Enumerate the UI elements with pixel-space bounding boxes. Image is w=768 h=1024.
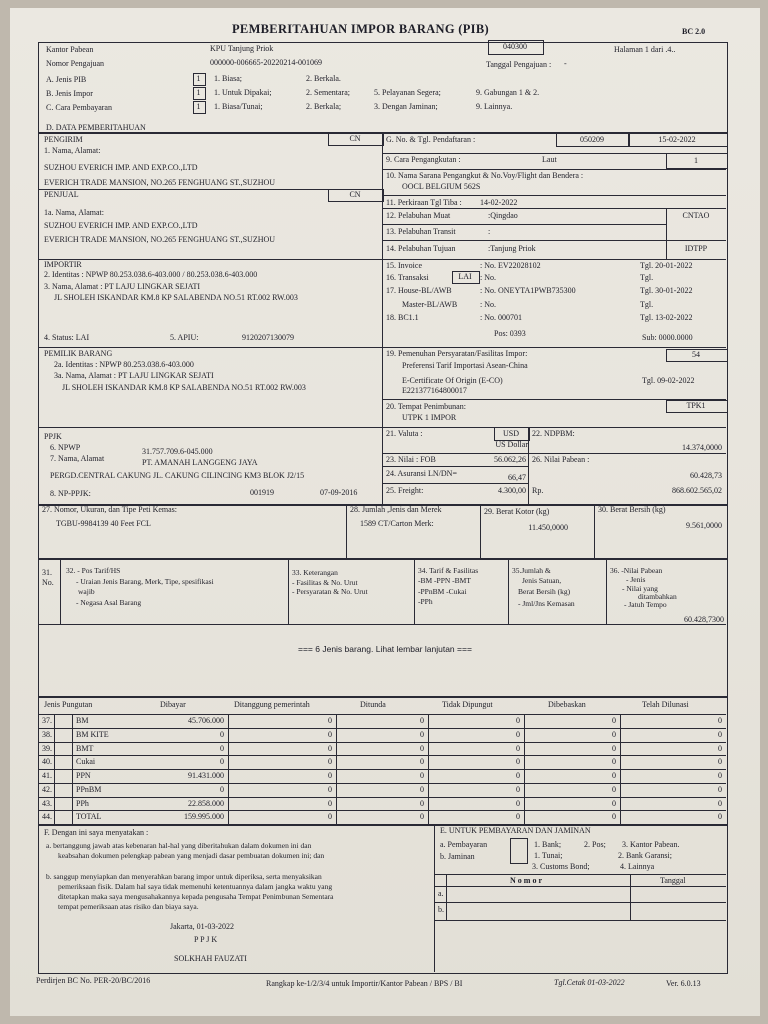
- goods-col-ket: - Fasilitas & No. Urut: [292, 578, 358, 587]
- tax-cell: 0: [516, 771, 520, 780]
- tax-cell: 45.706.000: [188, 716, 224, 725]
- f19-code: 54: [692, 350, 700, 359]
- tax-header: Dibayar: [160, 700, 186, 709]
- pengirim-label: PENGIRIM: [44, 135, 83, 144]
- cara-bayar-label: C. Cara Pembayaran: [46, 103, 112, 112]
- f13-label: 13. Pelabuhan Transit: [386, 227, 456, 236]
- f17-value: : No. ONEYTA1PWB735300: [480, 286, 576, 295]
- tax-row-no: 41.: [42, 771, 52, 780]
- f11-label: 11. Perkiraan Tgl Tiba :: [386, 198, 462, 207]
- f24-label: 24. Asuransi LN/DN=: [386, 469, 457, 478]
- tax-header: Ditunda: [360, 700, 386, 709]
- f17-tgl: Tgl. 30-01-2022: [640, 286, 693, 295]
- f10-label: 10. Nama Sarana Pengangkut & No.Voy/Flight dan Bendera :: [386, 171, 584, 180]
- pengirim-nama-label: 1. Nama, Alamat:: [44, 146, 101, 155]
- pib-document: [10, 8, 760, 1016]
- tax-cell: 22.858.000: [188, 798, 224, 808]
- tax-row-jenis: TOTAL: [76, 812, 102, 822]
- tax-cell: 0: [516, 729, 520, 739]
- divider: [434, 824, 435, 972]
- pemilik-identitas: 2a. Identitas : NPWP 80.253.038.6-403.000: [54, 360, 194, 369]
- tax-cell: 0: [328, 729, 332, 739]
- goods-col-jumlah: - Jml/Jns Kemasan: [518, 599, 575, 608]
- pembayaran-option: 2. Pos;: [584, 840, 606, 849]
- tax-cell: 0: [420, 771, 424, 780]
- tax-cell: 0: [612, 798, 616, 808]
- tax-cell: 0: [420, 716, 424, 725]
- f18-tgl: Tgl. 13-02-2022: [640, 313, 693, 322]
- f19-tgl: Tgl. 09-02-2022: [642, 376, 695, 385]
- tax-cell: 0: [718, 812, 722, 822]
- section-f-text: a. bertanggung jawab atas kebenaran hal-hal yang diberitahukan dalam dokumen ini dan: [46, 841, 312, 850]
- tax-cell: 0: [718, 757, 722, 767]
- f9-code: 1: [694, 156, 698, 165]
- cara-bayar-option: 3. Dengan Jaminan;: [374, 102, 438, 111]
- f25-value: 4.300,00: [498, 486, 526, 495]
- tax-cell: 0: [612, 784, 616, 794]
- divider: [414, 558, 415, 624]
- divider: [382, 208, 726, 209]
- tax-cell: 0: [718, 716, 722, 725]
- tax-cell: 0: [328, 743, 332, 753]
- divider: [446, 874, 447, 920]
- f22-label: 22. NDPBM:: [532, 429, 575, 438]
- section-e-title: E. UNTUK PEMBAYARAN DAN JAMINAN: [440, 826, 591, 835]
- pemilik-nama: 3a. Nama, Alamat : PT LAJU LINGKAR SEJATI: [54, 371, 214, 380]
- tax-cell: 0: [718, 743, 722, 753]
- jenis-impor-option: 1. Untuk Dipakai;: [214, 88, 272, 97]
- divider: [38, 783, 726, 784]
- importir-nama: 3. Nama, Alamat : PT LAJU LINGKAR SEJATI: [44, 282, 201, 291]
- tax-row-no: 38.: [42, 729, 52, 739]
- f16-value: : No.: [480, 273, 496, 282]
- footer-print-date: Tgl.Cetak 01-03-2022: [554, 978, 625, 987]
- f14-code: IDTPP: [684, 244, 708, 253]
- nomor-value: 000000-006665-20220214-001069: [210, 58, 322, 67]
- goods-col-hs: 32. - Pos Tarif/HS: [66, 566, 121, 575]
- pengirim-nama: SUZHOU EVERICH IMP. AND EXP.CO.,LTD: [44, 163, 198, 172]
- goods-col-hs: - Negasa Asal Barang: [76, 598, 142, 607]
- importir-label: IMPORTIR: [44, 260, 82, 269]
- tax-cell: 0: [516, 757, 520, 767]
- f10-value: OOCL BELGIUM 562S: [402, 182, 481, 191]
- tax-row-no: 42.: [42, 784, 52, 794]
- tax-cell: 0: [420, 729, 424, 739]
- cara-bayar-option: 2. Berkala;: [306, 102, 342, 111]
- divider: [382, 169, 726, 170]
- divider: [60, 558, 61, 624]
- f29-label: 29. Berat Kotor (kg): [484, 507, 550, 516]
- f12-code: CNTAO: [682, 211, 710, 220]
- tax-cell: 159.995.000: [184, 812, 224, 822]
- divider: [382, 483, 528, 484]
- g-tgl: 15-02-2022: [658, 135, 696, 144]
- nomor-header: N o m o r: [510, 876, 542, 885]
- tax-cell: 0: [328, 784, 332, 794]
- f14-value: :Tanjung Priok: [488, 244, 536, 253]
- f15-label: 15. Invoice: [386, 261, 422, 270]
- jaminan-option: 4. Lainnya: [620, 862, 655, 871]
- ppjk-nama: PT. AMANAH LANGGENG JAYA: [142, 458, 258, 467]
- tax-row-jenis: BM: [76, 716, 89, 725]
- footer-regulation: Perdirjen BC No. PER-20/BC/2016: [36, 976, 151, 985]
- f21-label: 21. Valuta :: [386, 429, 423, 438]
- goods-col-nilai: - Jenis: [626, 575, 646, 584]
- tax-cell: 0: [420, 757, 424, 767]
- footer-copies: Rangkap ke-1/2/3/4 untuk Importir/Kantor Pabean / BPS / BI: [266, 979, 463, 988]
- tax-cell: 0: [612, 757, 616, 767]
- section-f-text: pemeriksaan fisik. Dalam hal saya tidak memenuhi ketentuannya dalam jangka waktu yang: [58, 882, 333, 891]
- row-b-label: b.: [438, 905, 444, 914]
- divider: [38, 797, 726, 798]
- divider: [630, 874, 631, 920]
- pemilik-alamat: JL SHOLEH ISKANDAR KM.8 KP SALABENDA NO.51 RT.002 RW.003: [62, 383, 306, 392]
- tax-cell: 0: [328, 757, 332, 767]
- section-f-title: F. Dengan ini saya menyatakan :: [44, 828, 149, 837]
- tax-cell: 0: [718, 784, 722, 794]
- tax-cell: 0: [718, 729, 722, 739]
- pengirim-alamat: EVERICH TRADE MANSION, NO.265 FENGHUANG ST.,SUZHOU: [44, 178, 276, 187]
- penjual-alamat: EVERICH TRADE MANSION, NO.265 FENGHUANG ST.,SUZHOU: [44, 235, 276, 244]
- goods-col-hs: - Uraian Jenis Barang, Merk, Tipe, spesifikasi: [76, 577, 214, 586]
- f9-label: 9. Cara Pengangkutan :: [386, 155, 461, 164]
- f29-value: 11.450,0000: [528, 523, 568, 532]
- divider: [606, 558, 607, 624]
- tax-row-jenis: PPh: [76, 798, 89, 808]
- tax-cell: 0: [516, 716, 520, 725]
- g-no: 050209: [580, 135, 604, 144]
- goods-col-ket: 33. Keterangan: [292, 568, 338, 577]
- tax-cell: 0: [220, 784, 224, 794]
- divider: [38, 714, 726, 715]
- tax-cell: 0: [220, 743, 224, 753]
- tax-row-no: 40.: [42, 757, 52, 767]
- ppjk-npwp: 31.757.709.6-045.000: [142, 447, 213, 456]
- divider: [528, 427, 529, 504]
- f26-usd: 60.428,73: [690, 471, 722, 480]
- section-f-text: ditetapkan maka saya mengusahakannya kepada pengusaha Tempat Penimbunan Sementara: [58, 892, 334, 901]
- divider: [38, 742, 726, 743]
- tax-header: Jenis Pungutan: [44, 700, 93, 709]
- goods-col-jumlah: Berat Bersih (kg): [518, 587, 571, 596]
- jaminan-option: 3. Customs Bond;: [532, 862, 590, 871]
- jenis-impor-option: 2. Sementara;: [306, 88, 350, 97]
- jaminan-option: 1. Tunai;: [534, 851, 563, 860]
- f16-tgl: Tgl.: [640, 273, 654, 282]
- master-tgl: Tgl.: [640, 300, 654, 309]
- goods-col-nilai: ditambahkan: [638, 592, 677, 601]
- tax-cell: 0: [220, 757, 224, 767]
- kantor-value: KPU Tanjung Priok: [210, 44, 274, 53]
- f11-value: 14-02-2022: [480, 198, 518, 207]
- divider: [38, 769, 726, 770]
- divider: [38, 347, 382, 348]
- signature-place-date: Jakarta, 01-03-2022: [170, 922, 234, 931]
- np-ppjk-tgl: 07-09-2016: [320, 488, 358, 497]
- divider: [480, 504, 481, 558]
- f26-label: 26. Nilai Pabean :: [532, 455, 590, 464]
- jenis-pib-option: 1. Biasa;: [214, 74, 242, 83]
- f19-value: Preferensi Tarif Importasi Asean-China: [402, 361, 528, 370]
- tax-row-jenis: Cukai: [76, 757, 96, 767]
- divider: [434, 920, 726, 921]
- goods-continuation-note: === 6 Jenis barang. Lihat lembar lanjutan ===: [298, 644, 472, 654]
- f28-label: 28. Jumlah ,Jenis dan Merek: [350, 505, 442, 514]
- f28-value: 1589 CT/Carton Merk:: [360, 519, 434, 528]
- goods-col-tarif: 34. Tarif & Fasilitas: [418, 566, 479, 575]
- pembayaran-code-box: [510, 838, 528, 864]
- f14-label: 14. Pelabuhan Tujuan: [386, 244, 456, 253]
- divider: [508, 558, 509, 624]
- section-f-text: keabsahan dokumen pelengkap pabean yang menjadi dasar pembuatan dokumen ini; dan: [58, 851, 325, 860]
- cara-bayar-option: 9. Lainnya.: [476, 102, 513, 111]
- tax-cell: 0: [516, 798, 520, 808]
- f24-value: 66,47: [508, 473, 526, 482]
- tax-row-jenis: BM KITE: [76, 729, 109, 739]
- f30-label: 30. Berat Bersih (kg): [598, 505, 666, 514]
- sub-value: Sub: 0000.0000: [642, 333, 693, 342]
- jenis-impor-code: 1: [196, 88, 201, 97]
- divider: [382, 195, 726, 196]
- jaminan-label: b. Jaminan: [440, 852, 475, 861]
- jenis-impor-option: 9. Gabungan 1 & 2.: [476, 88, 540, 97]
- f15-tgl: Tgl. 20-01-2022: [640, 261, 693, 270]
- pembayaran-label: a. Pembayaran: [440, 840, 488, 849]
- goods-col-tarif: -PPh: [418, 597, 433, 606]
- section-f-text: tempat pemeriksaan atas risiko dan biaya saya.: [58, 902, 199, 911]
- goods-col-tarif: -BM -PPN -BMT: [418, 576, 471, 585]
- tax-cell: 0: [612, 716, 616, 725]
- master-value: : No.: [480, 300, 496, 309]
- pembayaran-option: 3. Kantor Pabean.: [622, 840, 680, 849]
- tax-cell: 0: [420, 798, 424, 808]
- f25-label: 25. Freight:: [386, 486, 424, 495]
- pos-value: Pos: 0393: [494, 329, 526, 338]
- tax-cell: 0: [516, 743, 520, 753]
- divider: [382, 453, 726, 454]
- f20-label: 20. Tempat Penimbunan:: [386, 402, 466, 411]
- f9-value: Laut: [542, 155, 557, 164]
- tax-row-no: 43.: [42, 798, 52, 808]
- f23-label: 23. Nilai : FOB: [386, 455, 436, 464]
- divider: [382, 466, 528, 467]
- importir-apiu-label: 5. APIU:: [170, 333, 199, 342]
- tax-cell: 0: [420, 784, 424, 794]
- tax-cell: 0: [516, 812, 520, 822]
- section-d-title: D. DATA PEMBERITAHUAN: [46, 123, 146, 132]
- goods-nilai: 60.428,7300: [684, 615, 724, 624]
- tanggal-pengajuan-label: Tanggal Pengajuan :: [486, 60, 552, 69]
- f26-rp: 868.602.565,02: [672, 486, 722, 495]
- goods-col-nilai: - Nilai yang: [622, 584, 658, 593]
- tax-cell: 0: [328, 798, 332, 808]
- divider: [382, 259, 726, 260]
- document-title: PEMBERITAHUAN IMPOR BARANG (PIB): [232, 22, 489, 36]
- tax-cell: 91.431.000: [188, 771, 224, 780]
- ppjk-npwp-label: 6. NPWP: [50, 443, 81, 452]
- nomor-label: Nomor Pengajuan: [46, 59, 104, 68]
- tax-row-no: 39.: [42, 743, 52, 753]
- importir-apiu: 9120207130079: [242, 333, 294, 342]
- goods-col-hs: wajib: [78, 587, 95, 596]
- divider: [382, 240, 726, 241]
- halaman: Halaman 1 dari .4..: [614, 45, 676, 54]
- footer-version: Ver. 6.0.13: [666, 979, 701, 988]
- tax-cell: 0: [718, 798, 722, 808]
- tax-header: Dibebaskan: [548, 700, 586, 709]
- cara-bayar-code: 1: [196, 102, 201, 111]
- jenis-pib-label: A. Jenis PIB: [46, 75, 87, 84]
- f19-label: 19. Pemenuhan Persyaratan/Fasilitas Impor:: [386, 349, 528, 358]
- f22-value: 14.374,0000: [682, 443, 722, 452]
- tax-cell: 0: [328, 716, 332, 725]
- divider: [382, 347, 726, 348]
- pembayaran-option: 1. Bank;: [534, 840, 562, 849]
- f17-label: 17. House-BL/AWB: [386, 286, 452, 295]
- np-ppjk-label: 8. NP-PPJK:: [50, 489, 91, 498]
- divider: [38, 259, 382, 260]
- tax-row-jenis: BMT: [76, 743, 94, 753]
- rp-label: Rp.: [532, 486, 544, 495]
- master-label: Master-BL/AWB: [402, 300, 458, 309]
- ppjk-label: PPJK: [44, 432, 62, 441]
- divider: [434, 874, 726, 875]
- tax-cell: 0: [718, 771, 722, 780]
- tax-cell: 0: [420, 743, 424, 753]
- f18-label: 18. BC1.1: [386, 313, 419, 322]
- importir-identitas: 2. Identitas : NPWP 80.253.038.6-403.000 / 80.253.038.6-403.000: [44, 270, 258, 279]
- jenis-pib-code: 1: [196, 74, 201, 83]
- penjual-cc: CN: [349, 190, 361, 199]
- signer-name: SOLKHAH FAUZATI: [174, 954, 247, 963]
- tax-row-no: 44.: [42, 812, 52, 822]
- divider: [434, 902, 726, 903]
- divider: [434, 886, 726, 887]
- f20-value: UTPK 1 IMPOR: [402, 413, 457, 422]
- f15-value: : No. EV22028102: [480, 261, 541, 270]
- g-label: G. No. & Tgl. Pendaftaran :: [386, 135, 476, 144]
- goods-col-ket: - Persyaratan & No. Urut: [292, 587, 368, 596]
- f23-value: 56.062,26: [494, 455, 526, 464]
- f18-value: : No. 000701: [480, 313, 522, 322]
- tax-cell: 0: [220, 729, 224, 739]
- divider: [382, 427, 726, 428]
- tax-row-jenis: PPnBM: [76, 784, 102, 794]
- goods-col-jumlah: 35.Jumlah &: [512, 566, 551, 575]
- tanggal-header: Tanggal: [660, 876, 686, 885]
- kantor-code: 040300: [503, 42, 527, 51]
- kantor-label: Kantor Pabean: [46, 45, 94, 54]
- f20-code: TPK1: [686, 401, 706, 410]
- f16-label: 16. Transaksi: [386, 273, 429, 282]
- section-d-divider: [382, 132, 383, 504]
- f27-label: 27. Nomor, Ukuran, dan Tipe Peti Kemas:: [42, 505, 178, 514]
- divider: [38, 755, 726, 756]
- divider: [594, 504, 595, 558]
- goods-col-jumlah: Jenis Satuan,: [522, 576, 562, 585]
- jenis-impor-option: 5. Pelayanan Segera;: [374, 88, 441, 97]
- tax-row-no: 37.: [42, 716, 52, 725]
- tanggal-pengajuan-value: -: [564, 59, 567, 68]
- f27-value: TGBU-9984139 40 Feet FCL: [56, 519, 151, 528]
- tax-header: Tidak Dipungut: [442, 700, 493, 709]
- tax-cell: 0: [420, 812, 424, 822]
- form-code: BC 2.0: [682, 27, 706, 36]
- goods-col-nilai: - Jatuh Tempo: [624, 600, 667, 609]
- divider: [288, 558, 289, 624]
- goods-col-tarif: -PPnBM -Cukai: [418, 587, 467, 596]
- tax-cell: 0: [612, 729, 616, 739]
- divider: [38, 427, 382, 428]
- divider: [346, 504, 347, 558]
- tax-header: Ditanggung pemerintah: [234, 700, 310, 709]
- ppjk-alamat: PERGD.CENTRAL CAKUNG JL. CAKUNG CILINCING KM3 BLOK J2/15: [50, 471, 305, 480]
- signature-role: P P J K: [194, 935, 218, 944]
- f30-value: 9.561,0000: [686, 521, 722, 530]
- pemilik-label: PEMILIK BARANG: [44, 349, 113, 358]
- tax-row-jenis: PPN: [76, 771, 91, 780]
- f16-code: LAI: [458, 272, 472, 281]
- row-a-label: a.: [438, 889, 444, 898]
- penjual-nama: SUZHOU EVERICH IMP. AND EXP.CO.,LTD: [44, 221, 198, 230]
- divider: [38, 624, 726, 625]
- jaminan-option: 2. Bank Garansi;: [618, 851, 672, 860]
- divider: [382, 224, 666, 225]
- tax-header: Telah Dilunasi: [642, 700, 689, 709]
- importir-status: 4. Status: LAI: [44, 333, 90, 342]
- penjual-label: PENJUAL: [44, 190, 79, 199]
- f21-code: USD: [502, 429, 519, 438]
- tax-cell: 0: [612, 743, 616, 753]
- f13-value: :: [488, 227, 491, 236]
- f12-label: 12. Pelabuhan Muat: [386, 211, 451, 220]
- divider: [38, 728, 726, 729]
- tax-cell: 0: [612, 771, 616, 780]
- tax-cell: 0: [516, 784, 520, 794]
- np-ppjk: 001919: [250, 488, 274, 497]
- tax-cell: 0: [328, 812, 332, 822]
- goods-col-nilai: 36. -Nilai Pabean: [610, 566, 663, 575]
- cara-bayar-option: 1. Biasa/Tunai;: [214, 102, 263, 111]
- tax-cell: 0: [328, 771, 332, 780]
- f12-value: :Qingdao: [488, 211, 518, 220]
- f19-cert: E-Certificate Of Origin (E-CO): [402, 376, 503, 385]
- goods-col-no: No.: [42, 578, 54, 587]
- divider: [38, 810, 726, 811]
- f19-cert-no: E221377164800017: [402, 386, 467, 395]
- f21-name: US Dollar: [495, 440, 528, 449]
- ppjk-nama-label: 7. Nama, Alamat: [50, 454, 105, 463]
- section-f-text: b. sanggup menyiapkan dan menyerahkan barang impor untuk diperiksa, serta menyaksikan: [46, 872, 322, 881]
- goods-col-no: 31.: [42, 568, 52, 577]
- jenis-pib-option: 2. Berkala.: [306, 74, 341, 83]
- jenis-impor-label: B. Jenis Impor: [46, 89, 93, 98]
- importir-alamat: JL SHOLEH ISKANDAR KM.8 KP SALABENDA NO.51 RT.002 RW.003: [54, 293, 298, 302]
- pengirim-cc: CN: [349, 134, 361, 143]
- tax-cell: 0: [612, 812, 616, 822]
- penjual-nama-label: 1a. Nama, Alamat:: [44, 208, 104, 217]
